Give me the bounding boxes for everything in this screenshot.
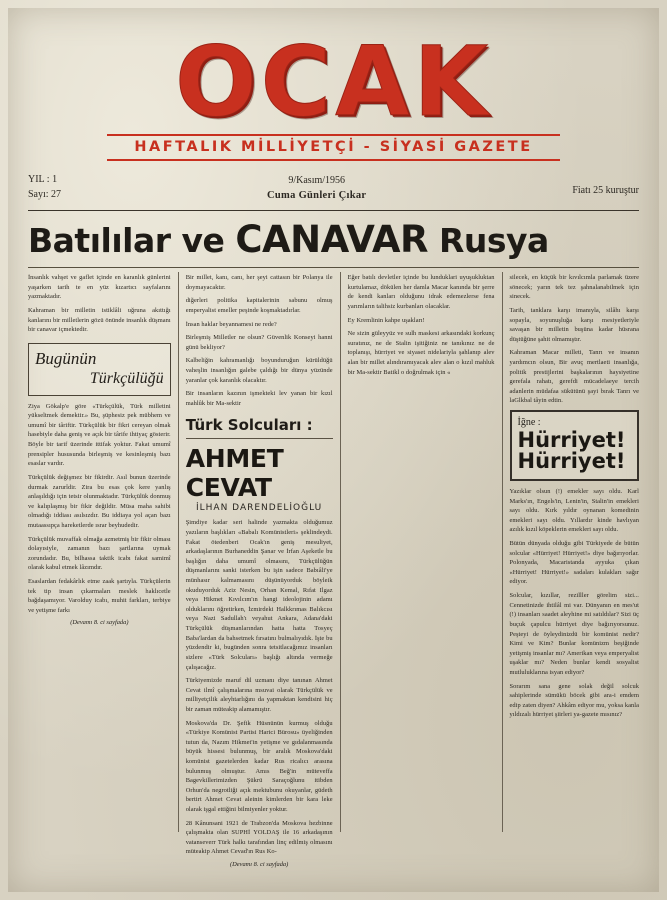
- byline: İLHAN DARENDELİOĞLU: [195, 503, 323, 514]
- box-title-line-2: Türkçülüğü: [89, 370, 164, 388]
- paragraph: Solcular, kızıllar, rezilller görelim sizi... Cennetinizde ihtilâl mi var. Dünyanın en mes'ut (!) insanları saadet aleyhine mi satıldılar? Sizi üç buçuk çapulcu hürriyet diye bağırıyorsunuz. Peşteyi de öyleydinizdü bir komünist nedir? Kimi ve Kim? Bunlar komünizm beşiğinde yetişmiş insanlar mı? Amerikan veya emperyalist uşaklar mı? Neden bunlar kendi sosyalist mutluluklarına isyan ediyor?: [509, 592, 639, 676]
- paragraph: Ey Kremlinin kahpe uşakları!: [347, 316, 425, 324]
- divider-top: [28, 210, 639, 211]
- box-title: [35, 349, 164, 389]
- continued-note: (Devamı 8. ci sayfada): [230, 861, 289, 869]
- section-heading: Türk Solcuları :: [185, 416, 313, 435]
- masthead-subtitle: HAFTALIK MİLLİYETÇİ - SİYASİ GAZETE: [107, 134, 559, 161]
- paragraph: 28 Kânunsani 1921 de Trabzon'da Moskova hezbinne çalışmakta olan SUPHİ YOLDAŞ ile 16 arkadaşının vatanseverr Türk halkı tarafından linç edilmiş olmasını müteakip Ahmet Cevad'ın Rus Ko-: [185, 819, 333, 856]
- paragraph: Tarih, tanklara karşı imanıyla, silâhı karşı sopayla, soyunuşluğa karşı mesiyetleriyle savaşan bir milletin buşüna kadar hüsrana düştüğüne şahit olmamıştır.: [509, 306, 639, 343]
- headline-post: Rusya: [428, 221, 549, 261]
- bugunun-turkculugu-box: [28, 343, 171, 396]
- paragraph: Ziya Gökalp'e göre «Türkçülük, Türk milletini yükseltmek demektir.» Bu, şüphesiz pek mübhem ve umumî bir târiftir. Türkçülük bir fikri cereyan olmak hasebiyle daha geniş ve açık bir târife ihtiyaç gösterir. Böyle bir tarif üzerinde ittifak yoktur. Fakat umumî prensipler hususunda birleşmiş ve kesinleşmiş bazı esaslar vardır.: [28, 402, 171, 468]
- masthead: [28, 26, 639, 161]
- issue-number: Sayı: 27: [28, 188, 62, 200]
- paragraph: Türkçülük muvaffak olmağa azmetmiş bir fikir olması dolayısiyle, zamanın bazı şartlarına uymak zorundadır. Bu, bilhassa taktik icabı fakat samimî olarak kabul etmek lâzımdır.: [28, 535, 171, 572]
- issue-price: Fiatı 25 kuruştur: [572, 185, 639, 197]
- divider-section: [186, 438, 333, 439]
- column-1: [28, 272, 178, 832]
- paragraph: Kalbeliğin kahramanlığı boyunduruğun kürüldüğü vaheşlin insanlığın galebe çaldığı bir dünya yüzünde yaranlar çok karanlık olacaktır.: [185, 357, 333, 384]
- box-title-line-1: Bugünün: [35, 348, 97, 368]
- continued-note: (Devamı 8. ci sayfada): [70, 619, 129, 627]
- issue-info-bar: [28, 173, 639, 204]
- igne-label: İğne :: [517, 416, 541, 428]
- article-columns: [28, 272, 639, 869]
- column-2: [178, 272, 340, 869]
- paragraph: diğerleri politika kapitalerinin sabunu olmuş emperyalist emeller peşinde koşmaktadırlar.: [185, 297, 333, 314]
- igne-title-line-2: Hürriyet!: [517, 448, 626, 473]
- paragraph: Moskova'da Dr. Şefik Hüsnünün kurmuş olduğu «Türkiye Komünist Partisi Harici Bürosu» üyeliğinden tutun da, Nazım Hikmet'in yetişme ve gıdalanmasında büyük hissesi bulunmuş, bir aralık Moskova'daki komünist gazetelerden kadar Rus ricalıcı arasına bulunmuş olmuştur. Amıs Beğ'in müteveffa Bagevkillerimizden Şükrü Saraçoğlunu itibden Orhun'da negrotliği açık mektubunu okuyanlar, güdeth bertirt Ahmet Cevat aleinin kimlerden bir kara leke olarak işgal ettiğini bilmiyenler yoktur.: [185, 719, 333, 814]
- issue-date: 9/Kasım/1956: [288, 175, 346, 187]
- paragraph: Eğer batılı devletler içinde bu lunduklari uyuşukluktan kurtulamaz, dökülen her damla Macar kanında bir şerre de kendi kanları olduğunu idrak edemezlerse fena yarımların talihsiz kurbanları olacaklar.: [347, 274, 495, 310]
- issue-year: YIL : 1: [28, 174, 58, 186]
- igne-box: [510, 410, 639, 481]
- paragraph: Bütün dünyada olduğu gibi Türkiyede de bütün solcular «Hürriyet! Hürriyet!» diye bağırıyorlar. Polonyada, Macaristanda ayyuka çıkan «Hürriyet! Hürriyet!» sadaları kulakları sağır ediyor.: [509, 540, 639, 586]
- issue-left: [28, 173, 61, 202]
- divider-headline: [28, 267, 639, 268]
- paragraph: İnsanlık vahşet ve gaflet içinde en karanlık günlerini yaşarken tarih te en yüz kızartıcı sayfalarını yazmaktadır.: [28, 274, 171, 301]
- headline-pre: Batılılar ve: [28, 221, 236, 261]
- paragraph: Sorarım sana gene solak değil solcuk sahiplerinde sümükü böcek gibi ara-i emdem edip zaten diyen? Ahkâm ediyor mu, yoksa kanla yıldızalı hürriyet şiirleri ya-gazete mısınız?: [509, 682, 639, 719]
- issue-center: [267, 173, 366, 204]
- newspaper-title: OCAK: [175, 26, 492, 138]
- headline-emphasis: CANAVAR: [235, 218, 428, 262]
- paragraph: Kahraman Macar milleti, Tanrı ve insanın yardımcın olsun, Bir avuç mertlaeti insanlığa, politik prestijlerini başkalarının haysiyetine gerefala rahatı, gerefdi mücadelaeye tercih adanlerin müdafaa sükütünü şayi bırak Tanrı ve laGlkbal tâyin edtin.: [509, 349, 639, 405]
- paragraph: Türkiyemizde maruf dil uzmanı diye tanınan Ahmet Cevat ilmî çalışmalarına msuvai olarak Türkçülük ve milliyetçilik aleyhtarlığını da yapmaktan kendisini hiç bir zaman müteakip alamamıştır.: [185, 677, 333, 713]
- paragraph: Şimdiye kadar seri halinde yazmakta olduğumuz yazıların başlıkları «Babalı Komünistleri» şeklindeydi. Fakat ötedenberi Ocak'ın geniş mesuliyet, arkadaşlarının Burhaneddin Şanar ve İrfan Aşeketle bu başlığın daha umumî olmasını, Türkçülüğün düşmanlarını sanki isterken bu işin sadece Babıâli'ye münhasır kalmamasını düşünüyorduk böyleik okuduyorduk Aziz Nesin, Orhan Kemal, Rıfat Ilgaz veya Hikmet Kıvılcım'ın hangi ideolojinin adamı olduklarını öğretirken, İzmirdeki Halkkrımas Balıkcısı veya Nazi Sadullah'ı veyahut Ankara, Adana'daki Türkçülük düşmanlarından hatta hatta Tosyeç Baba'lardan da bahsetmek fırsatını bulmalıyıdık. İşte bu yüzdendir ki, bugünden sonra tetsitlacağımız insanları sizlere «Türk Solcuları» başlığı altında vermeğe çalışacağız.: [185, 519, 333, 671]
- paragraph: Yazıklar olsun (!) emekler sayı oldu. Karl Marks'ın, Engels'in, Lenin'in, Stalin'in emekleri sayı oldu. Kırk yıldır oynanan komedinin emekleri sayı oldu. Yıllardır kinde havlıyan azılık kızıl köpeklerin emekleri sayı oldu.: [509, 487, 639, 534]
- paragraph: Esaslardan fedakârlık etme zaak şartıyla. Türkçülerin tek tip insan çıkarmaları meslek haklıcetle bağdaşamıyor. Varolduy icabı, muhit farkları, terbiye ve yetişme farkı: [28, 578, 171, 614]
- column-4: [502, 272, 639, 832]
- paragraph: Ne sizin güleyyüz ve sulh maskesi arkasındaki korkunç suratınız, ne de Stalin işitiğiniz ne tanıkınız ne de toplanışı, hürriyet ve siyaset nidelariyla şahlanıp alev alan bir millet alındıramıyacak alev alan o kızıl mahluk bir Ma-sektir Batikl o doğrulmak için «: [347, 330, 495, 376]
- page-title: [28, 218, 639, 261]
- paragraph: İnsan haklar beyannamesi ne rede?: [185, 320, 277, 328]
- igne-title-line-1: Hürriyet!: [517, 427, 626, 452]
- paragraph: Türkçülük değişmez bir fikirdir. Asıl bunun üzerinde durmak zarurîdir. Zira bu esas çok kere yanlış anlaşıldığı için tetsir olunmaktadır. Türkçülük donmuş ve kalıplaşmış bir fikir değildir. Müsa maha sahibi olmadığı iddiası asılsızdır. Bu iddiaya yol açan bazı mutaassıpça hareketlerde ısrar beyhudedir.: [28, 473, 171, 529]
- paragraph: Birleşmiş Milletler ne olsun? Güvenlik Konseyi hanni günü bekliyor?: [185, 334, 333, 351]
- paragraph: Bir millet, kanı, canı, her şeyi cattasın bir Polanya ile doymayacaktır.: [185, 274, 333, 291]
- paragraph: Bir insanların kazının işmekteki lev yanan bir kızıl mahlûk bir Ma-sektir: [185, 390, 333, 407]
- column-3: [340, 272, 502, 832]
- paragraph: Kahraman bir milletin istiklâli uğruna akıttığı kanlarını bir milletlerin gözü önünde insanlık düşmanı bir canavar içmektedir.: [28, 306, 171, 334]
- issue-day-note: Cuma Günleri Çıkar: [267, 190, 367, 202]
- paragraph: silecek, en küçük bir kıvılcımla parlamak üzere sönecek; yarın tek tez şahnalanabilmek için sinecek.: [509, 274, 639, 301]
- subject-name-heading: AHMET CEVAT: [185, 444, 284, 503]
- igne-title: [517, 427, 631, 473]
